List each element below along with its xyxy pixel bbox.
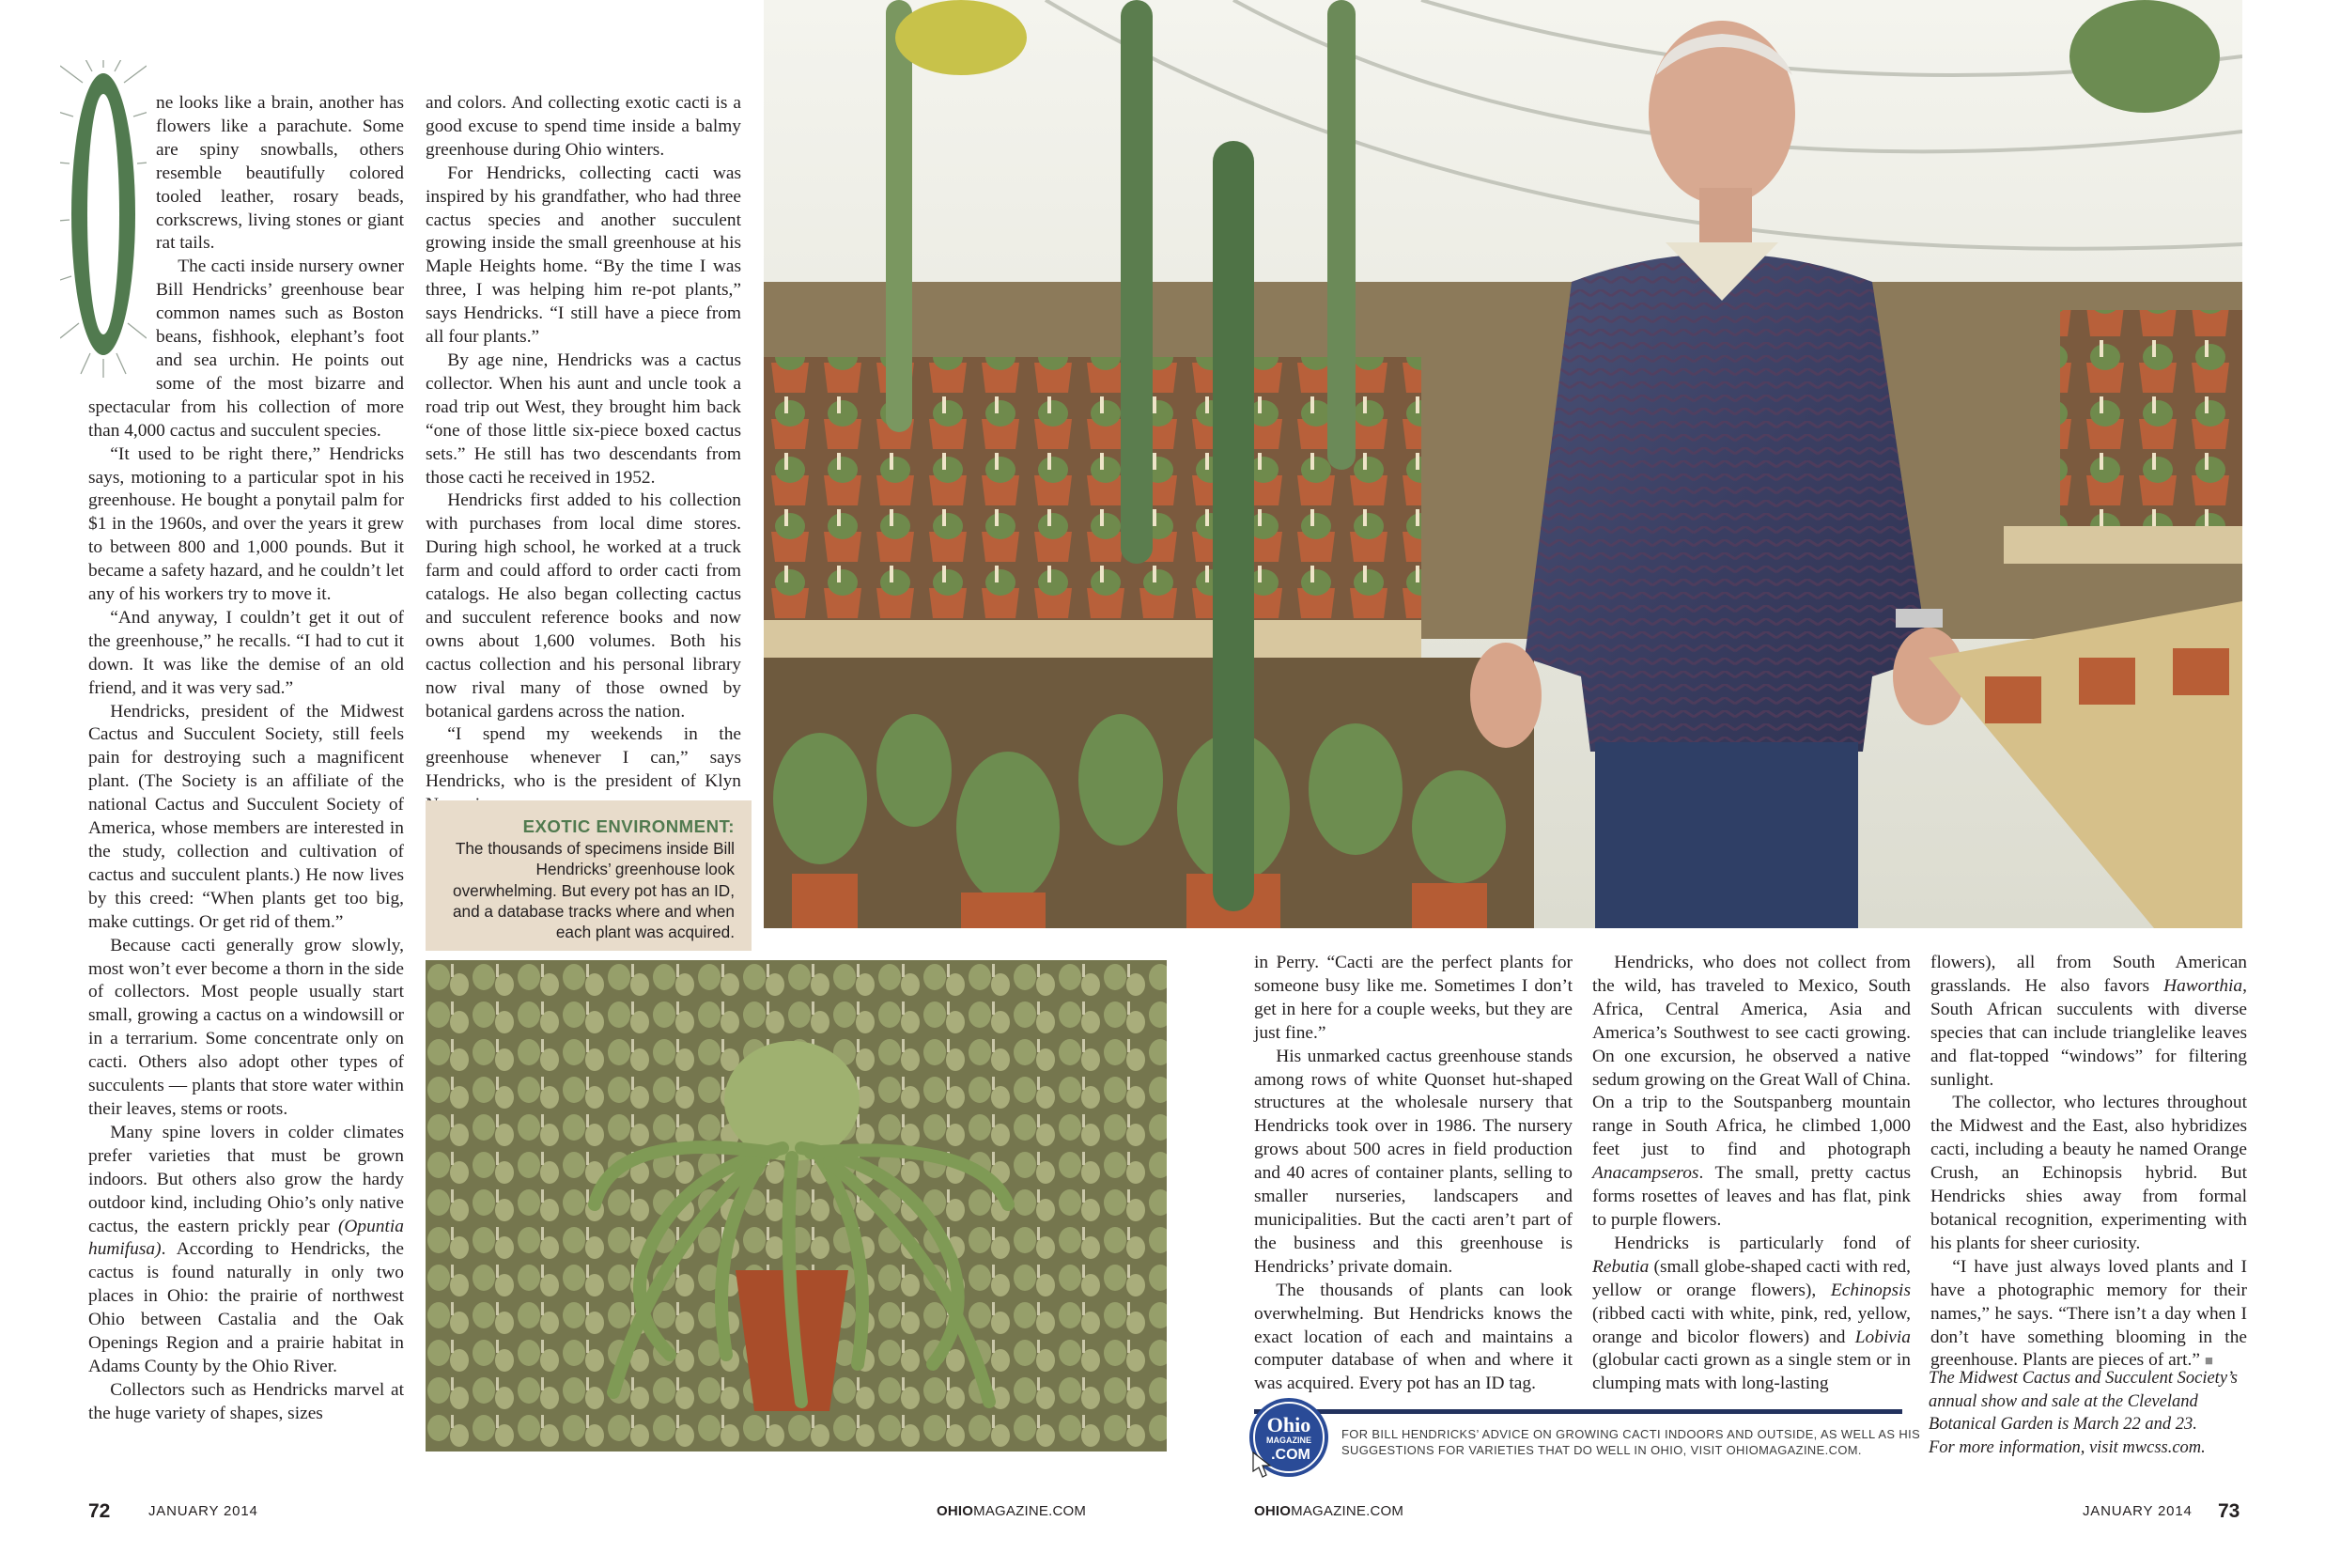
paragraph (1930, 952, 2247, 1092)
text-run: flowers), all from South American grasslands. He also favors (1930, 953, 2247, 996)
caption-body: The thousands of specimens inside Bill Hendricks’ greenhouse look overwhelming. But every pot has an ID, and a database tracks where and when each plant was acquired. (452, 839, 735, 942)
article-column-4 (1592, 952, 1911, 1396)
article-column-3 (1254, 952, 1573, 1396)
paragraph: The thousands of plants can look overwhelming. But Hendricks knows the exact location of each and maintains a computer database of when and where it was acquired. Every pot has an ID tag. (1254, 1280, 1573, 1394)
paragraph (1592, 952, 1911, 1233)
cactus-illustration (426, 960, 1167, 1452)
paragraph: Hendricks first added to his collection with purchases from local dime stores. During high school, he worked at a truck farm and could afford to order cacti from catalogs. He also began collecting cactus and succulent reference books and now owns about 1,600 volumes. Both his cactus collection and his personal library now rival many of those owned by botanical gardens across the nation. (426, 490, 741, 722)
issue-date-left: JANUARY 2014 (148, 1503, 258, 1519)
text-run: . According to Hendricks, the cactus is found naturally in only two places in Ohio: the prairie of northwest Ohio between Castalia and the Oak Openings Region and a prairie habitat in Adams County by the Ohio River. (88, 1239, 404, 1376)
logo-word: MAGAZINE (1266, 1436, 1311, 1445)
page-number-left: 72 (88, 1500, 111, 1522)
paragraph (1592, 1233, 1911, 1396)
paragraph: The collector, who lectures throughout the Midwest and the East, also hybridizes cacti, including a beauty he named Orange Crush, an Echinopsis hybrid. But Hendricks shies away from formal botanical recognition, experimenting with his plants for sheer curiosity. (1930, 1093, 2247, 1253)
text-run: (ribbed cacti with white, pink, red, yellow, orange and bicolor flowers) and (1592, 1303, 1911, 1347)
italic-species-name: (Opuntia humifusa) (88, 1216, 404, 1260)
paragraph (88, 1122, 404, 1379)
text-run: Many spine lovers in colder climates prefer varieties that must be grown indoors. But others also grow the hardy outdoor kind, including Ohio’s only native cactus, the eastern prickly pear (88, 1122, 404, 1236)
italic-species-name: Haworthia (2163, 975, 2243, 996)
article-column-1 (88, 92, 404, 1426)
paragraph: in Perry. “Cacti are the perfect plants for someone busy like me. Sometimes I don’t get in here for a couple weeks, but they are just fine.” (1254, 953, 1573, 1043)
paragraph: “And anyway, I couldn’t get it out of the greenhouse,” he recalls. “I had to cut it down. It was like the demise of an old friend, and it was very sad.” (88, 607, 404, 698)
issue-date-right: JANUARY 2014 (2083, 1503, 2193, 1519)
paragraph: “It used to be right there,” Hendricks says, motioning to a particular spot in his greenhouse. He bought a ponytail palm for $1 in the 1960s, and over the years it grew to between 800 and 1,000 pounds. But it became a safety hazard, and he couldn’t let any of his workers try to move it. (88, 443, 404, 605)
cactus-closeup-photo (426, 960, 1167, 1452)
italic-species-name: Lobivia (1854, 1327, 1911, 1347)
logo-word: .COM (1271, 1447, 1310, 1463)
text-run: (globular cacti grown as a single stem or in clumping mats with long-lasting (1592, 1350, 1911, 1394)
page-number-right: 73 (2218, 1500, 2240, 1522)
greenhouse-illustration (764, 0, 2242, 928)
italic-species-name: Rebutia (1592, 1256, 1650, 1277)
paragraph: The cacti inside nursery owner Bill Hendricks’ greenhouse bear common names such as Boston beans, fishhook, elephant’s foot and sea urchin. He points out some of the most bizarre and spectacular from his collection of more than 4,000 cactus and succulent species. (88, 256, 404, 441)
paragraph (1930, 1256, 2247, 1374)
greenhouse-portrait-photo (764, 0, 2242, 928)
site-url-bold: OHIO (1254, 1503, 1292, 1519)
paragraph: By age nine, Hendricks was a cactus collector. When his aunt and uncle took a road trip out West, they brought him back “one of those little six-piece boxed cactus sets.” He still has two descendants from those cacti he received in 1952. (426, 349, 741, 488)
end-mark-icon: ■ (2204, 1354, 2213, 1370)
ohio-magazine-logo-icon[interactable] (1248, 1396, 1330, 1479)
paragraph: ne looks like a brain, another has flowers like a parachute. Some are spiny snowballs, others resemble beautifully colored tooled leather, rosary beads, corkscrews, living stones or giant rat tails. (156, 93, 404, 254)
event-note-text: The Midwest Cactus and Succulent Society’s annual show and sale at the Cleveland Botanical Garden is March 22 and 23. (1929, 1369, 2239, 1434)
promo-rule (1254, 1409, 1902, 1414)
text-run: Hendricks, who does not collect from the wild, has traveled to Mexico, South Africa, Central America, Asia and America’s Southwest to see cacti growing. On one excursion, he observed a native sedum growing on the Great Wall of China. On a trip to the Soutspanberg mountain range in South Africa, he climbed 1,000 feet just to find and photograph (1592, 953, 1911, 1160)
italic-species-name: Anacampseros (1592, 1163, 1699, 1184)
event-note-link[interactable]: For more information, visit mwcss.com. (1929, 1437, 2206, 1457)
text-run: Hendricks is particularly fond of (1614, 1233, 1911, 1253)
text-run: (small globe-shaped cacti with red, yellow or orange flowers), (1592, 1256, 1911, 1300)
caption-heading: EXOTIC ENVIRONMENT: (522, 816, 735, 836)
site-url-right[interactable] (1254, 1503, 1403, 1519)
text-run: “I have just always loved plants and I have a photographic memory for their names,” he says. “There isn’t a day when I don’t have something blooming in the greenhouse. Plants are pieces of art.” (1930, 1256, 2247, 1371)
event-note (1929, 1367, 2248, 1459)
article-column-2 (426, 92, 741, 817)
logo-word: Ohio (1266, 1413, 1311, 1436)
text-run: . The small, pretty cactus forms rosettes of leaves and has flat, pink to purple flowers. (1592, 1163, 1911, 1230)
paragraph: Because cacti generally grow slowly, most won’t ever become a thorn in the side of collectors. Most people usually start small, growing a cactus on a windowsill or in a terrarium. Some concentrate only on cacti. Others also adopt other types of succulents — plants that store water within their leaves, stems or roots. (88, 935, 404, 1119)
dropcap-o-cactus-icon (60, 60, 147, 380)
site-url-rest: MAGAZINE.COM (1291, 1503, 1404, 1519)
italic-species-name: Echinopsis (1830, 1280, 1911, 1300)
paragraph: and colors. And collecting exotic cacti is a good excuse to spend time inside a balmy greenhouse during Ohio winters. (426, 93, 741, 160)
site-url-bold: OHIO (937, 1503, 974, 1519)
paragraph: Hendricks, president of the Midwest Cactus and Succulent Society, still feels pain for destroying such a magnificent plant. (The Society is an affiliate of the national Cactus and Succulent Society of America, whose members are interested in the study, collection and cultivation of cactus and succulent plants.) He now lives by this creed: “When plants get too big, make cuttings. Or get rid of them.” (88, 701, 404, 932)
paragraph: Collectors such as Hendricks marvel at the huge variety of shapes, sizes (88, 1379, 404, 1423)
paragraph: His unmarked cactus greenhouse stands among rows of white Quonset hut-shaped structures at the wholesale nursery that Hendricks took over in 1986. The nursery grows about 500 acres in field production and 40 acres of container plants, selling to smaller nurseries, landscapers and municipalities. But the cacti aren’t part of the business and this greenhouse is Hendricks’ private domain. (1254, 1046, 1573, 1277)
paragraph: “I spend my weekends in the greenhouse whenever I can,” says Hendricks, who is the president of Klyn (426, 724, 741, 792)
site-url-left[interactable] (937, 1503, 1086, 1519)
site-url-rest: MAGAZINE.COM (973, 1503, 1087, 1519)
paragraph: For Hendricks, collecting cacti was inspired by his grandfather, who had three cactus species and another succulent growing inside the small greenhouse at his Maple Heights home. “By the time I was three, I was helping him re-pot plants,” says Hendricks. “I still have a piece from all four plants.” (426, 163, 741, 348)
text-run: , South African succulents with diverse species that can include trianglelike leaves and flat-topped “windows” for filtering sunlight. (1930, 975, 2247, 1090)
caption-box (426, 800, 752, 951)
article-column-5 (1930, 952, 2247, 1374)
promo-text: FOR BILL HENDRICKS’ ADVICE ON GROWING CACTI INDOORS AND OUTSIDE, AS WELL AS HIS SUGGESTIONS FOR VARIETIES THAT DO WELL IN OHIO, VISIT OHIOMAGAZINE.COM. (1341, 1427, 1921, 1457)
